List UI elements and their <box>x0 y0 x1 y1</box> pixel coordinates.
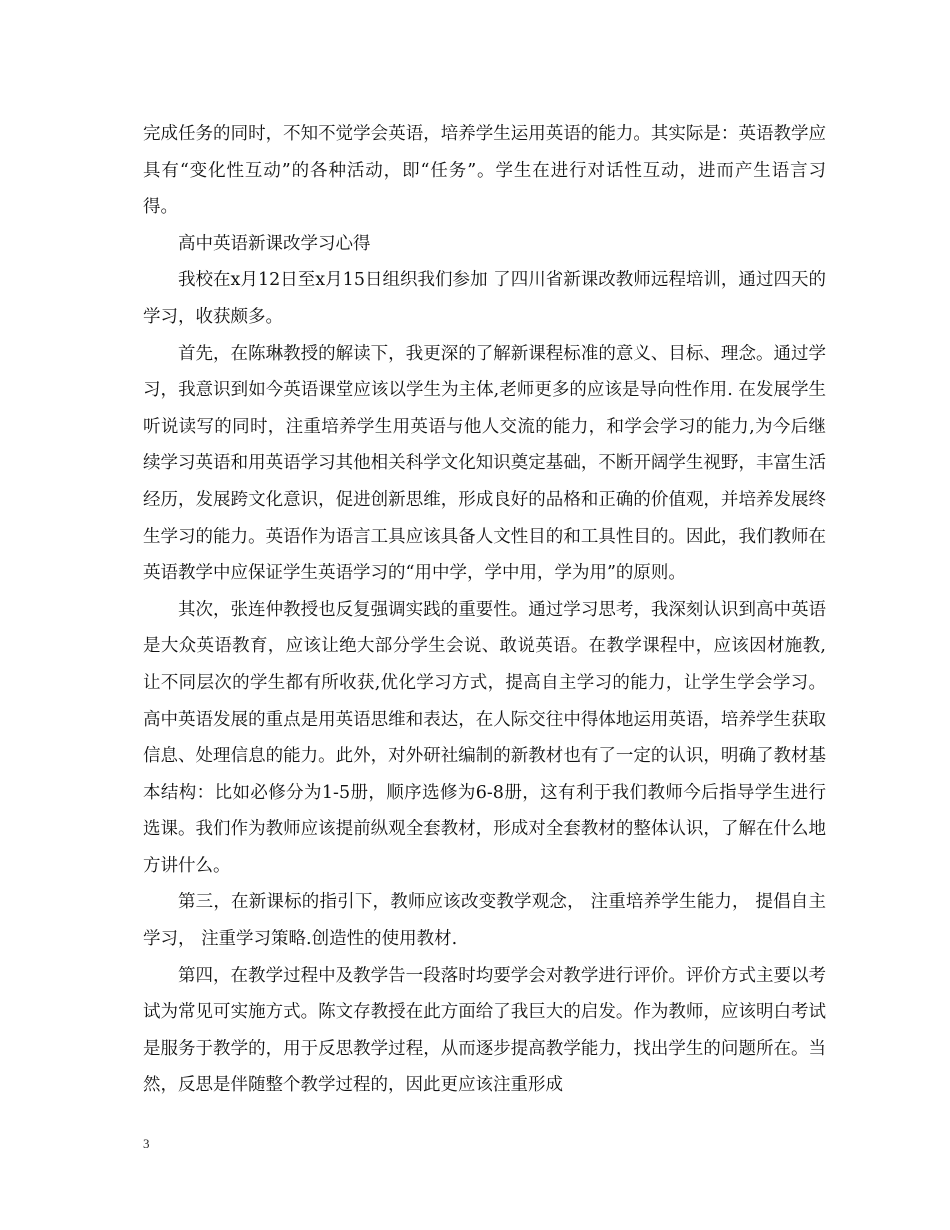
paragraph-second-point: 其次，张连仲教授也反复强调实践的重要性。通过学习思考，我深刻认识到高中英语是大众英语教育，应该让绝大部分学生会说、敢说英语。在教学课程中，应该因材施教,让不同层次的学生都有所收获,优化学习方式，提高自主学习的能力，让学生学会学习。高中英语发展的重点是用英语思维和表达，在人际交往中得体地运用英语，培养学生获取信息、处理信息的能力。此外，对外研社编制的新教材也有了一定的认识，明确了教材基本结构：比如必修分为1-5册，顺序选修为6-8册，这有利于我们教师今后指导学生进行选课。我们作为教师应该提前纵观全套教材，形成对全套教材的整体认识，了解在什么地方讲什么。 <box>143 599 826 876</box>
paragraph-third-point: 第三，在新课标的指引下，教师应该改变教学观念， 注重培养学生能力， 提倡自主学习， 注重学习策略.创造性的使用教材. <box>143 892 826 950</box>
section-heading: 高中英语新课改学习心得 <box>178 233 371 254</box>
page-number: 3 <box>143 1136 150 1151</box>
document-body <box>143 116 826 1104</box>
paragraph-fourth-point: 第四，在教学过程中及教学告一段落时均要学会对教学进行评价。评价方式主要以考试为常见可实施方式。陈文存教授在此方面给了我巨大的启发。作为教师，应该明白考试是服务于教学的，用于反思教学过程，从而逐步提高教学能力，找出学生的问题所在。当然，反思是伴随整个教学过程的，因此更应该注重形成 <box>143 965 826 1096</box>
paragraph-continuation: 完成任务的同时，不知不觉学会英语，培养学生运用英语的能力。其实际是：英语教学应具有“变化性互动”的各种活动，即“任务”。学生在进行对话性互动，进而产生语言习得。 <box>143 124 826 218</box>
paragraph-first-point: 首先，在陈琳教授的解读下，我更深的了解新课程标准的意义、目标、理念。通过学习，我意识到如今英语课堂应该以学生为主体,老师更多的应该是导向性作用. 在发展学生听说读写的同时，注重培养学生用英语与他人交流的能力，和学会学习的能力,为今后继续学习英语和用英语学习其他相关科学文化知识奠定基础，不断开阔学生视野，丰富生活经历，发展跨文化意识，促进创新思维，形成良好的品格和正确的价值观，并培养发展终生学习的能力。英语作为语言工具应该具备人文性目的和工具性目的。因此，我们教师在英语教学中应保证学生英语学习的“用中学，学中用，学为用”的原则。 <box>143 343 826 584</box>
paragraph-intro: 我校在x月12日至x月15日组织我们参加 了四川省新课改教师远程培训，通过四天的学习，收获颇多。 <box>143 270 826 327</box>
